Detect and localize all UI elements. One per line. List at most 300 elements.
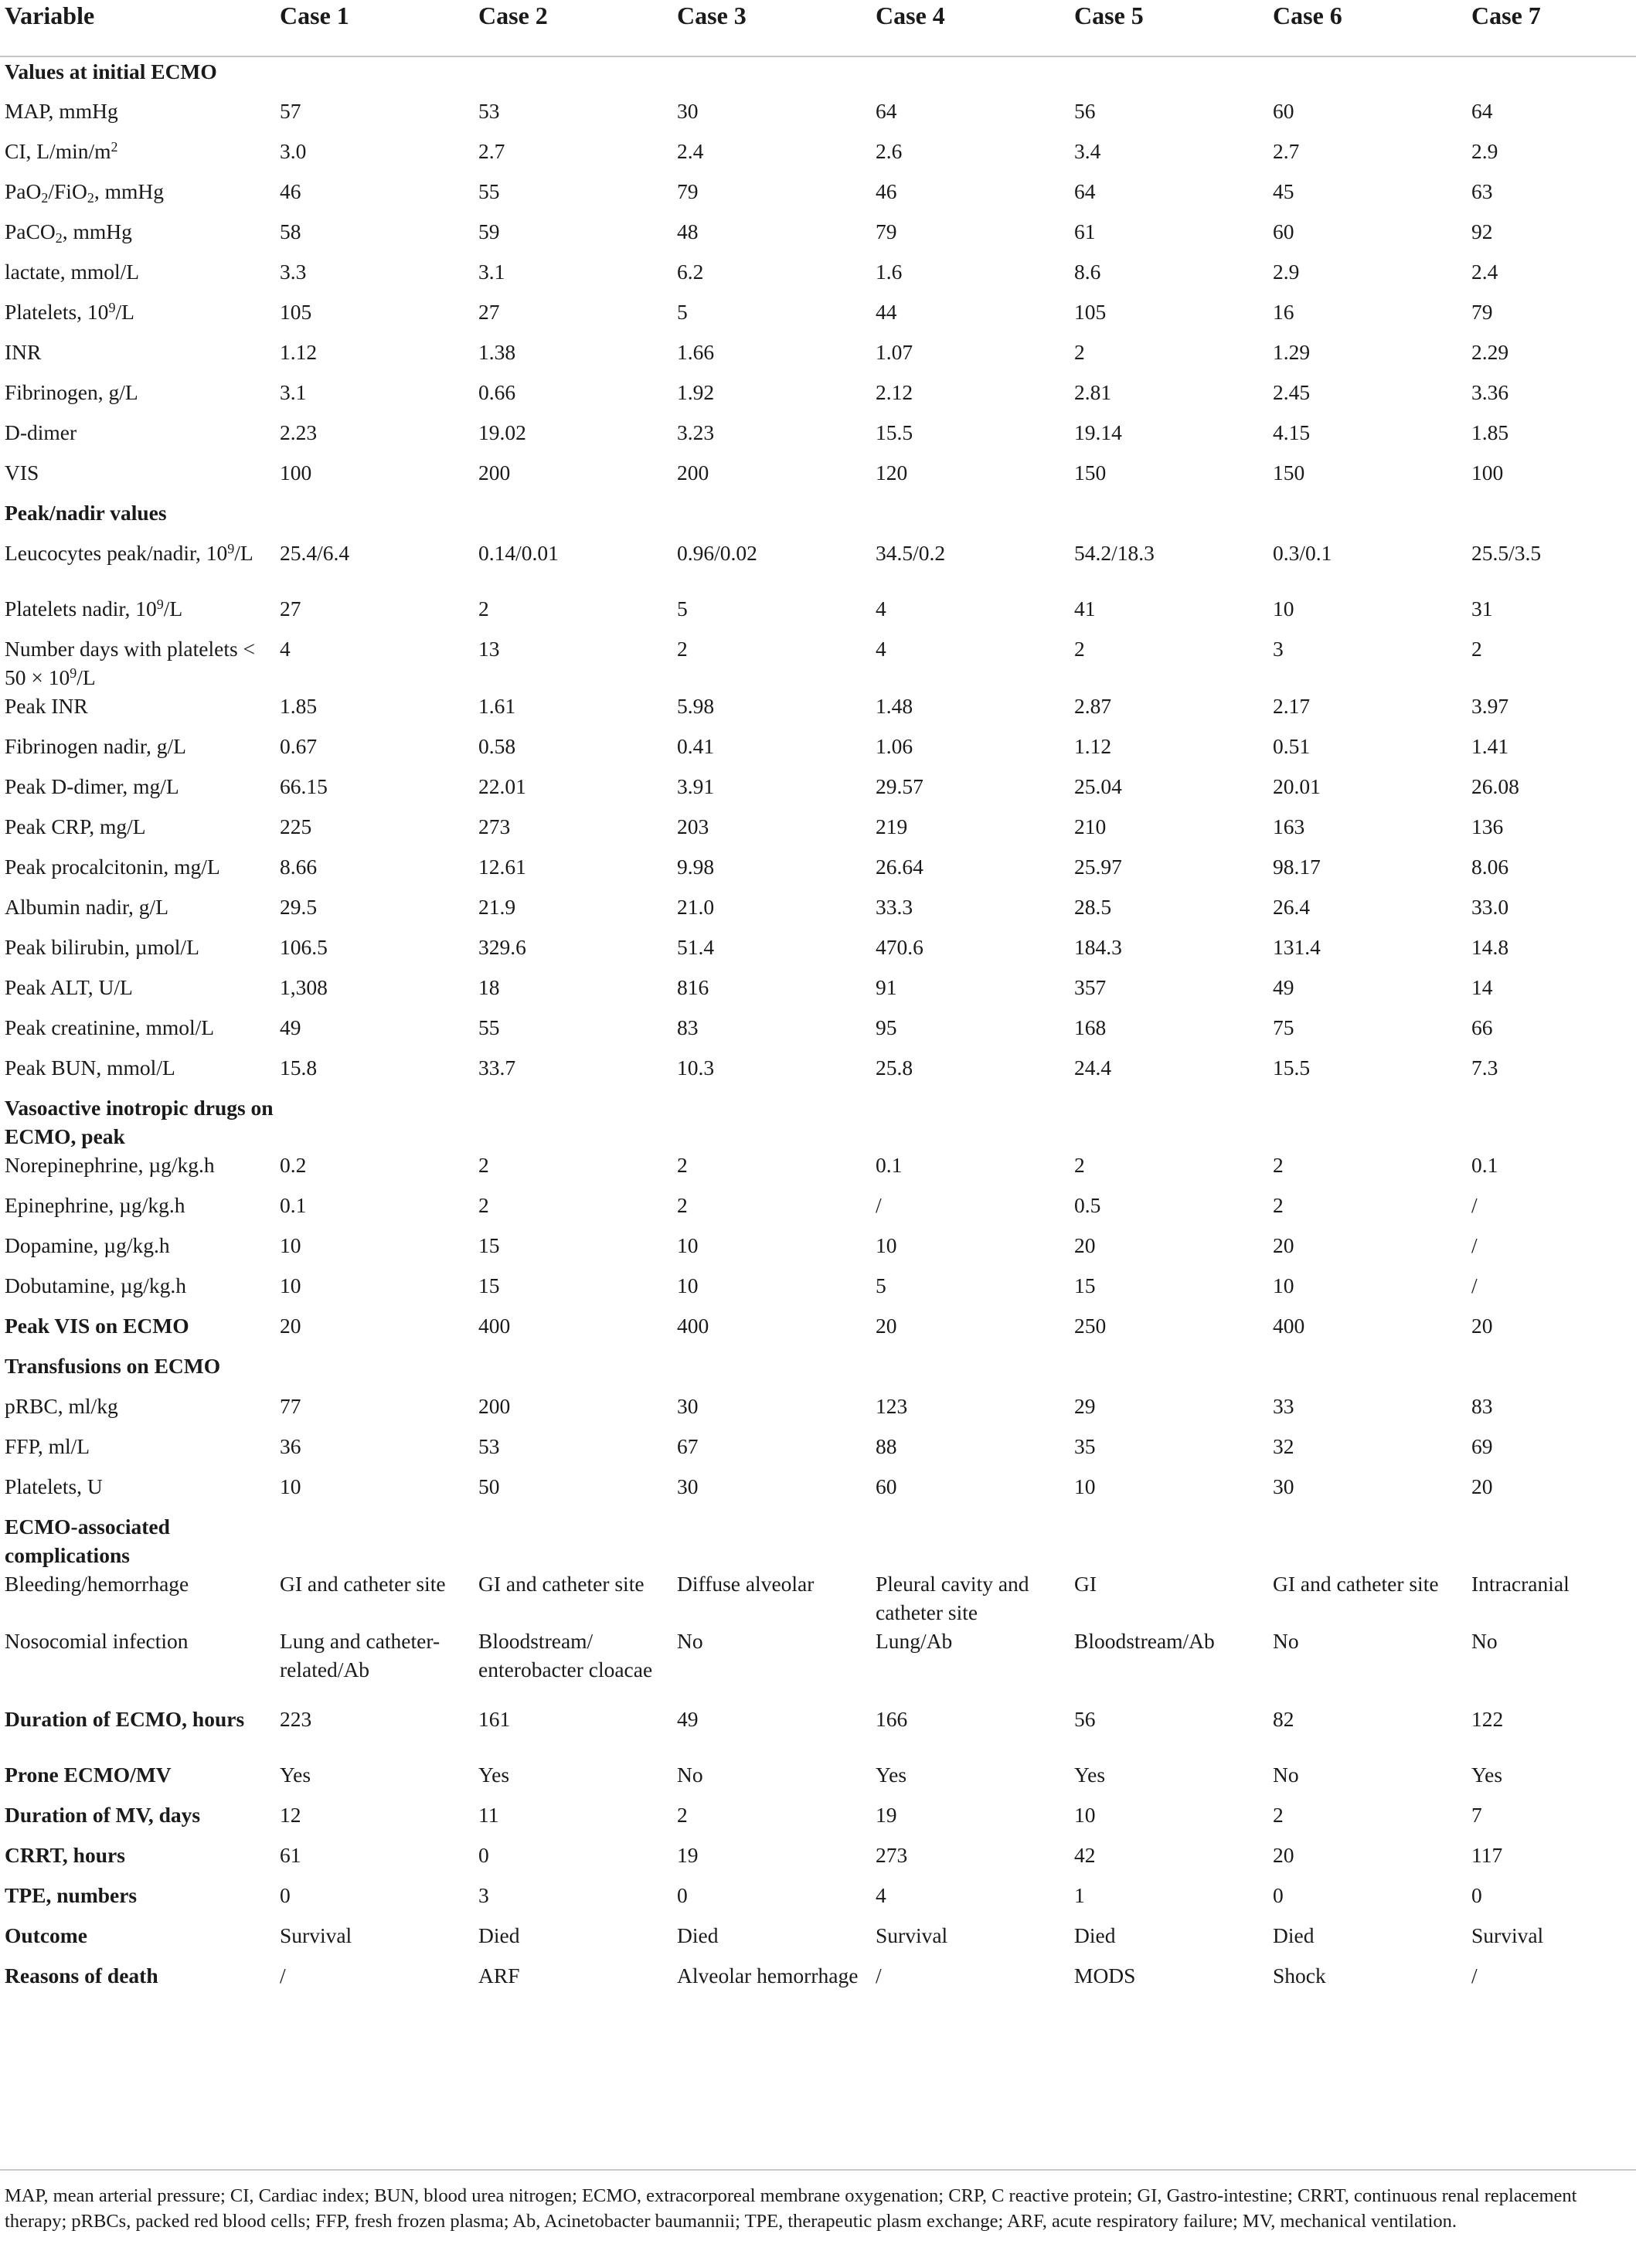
cell-case-1: GI and catheter site	[280, 1572, 446, 1596]
cell-case-3: No	[677, 1629, 703, 1653]
cell-case-6: 26.4	[1273, 895, 1311, 919]
cell-case-2: 400	[478, 1314, 511, 1338]
cell-case-4: 10	[876, 1233, 897, 1257]
cell-case-3: 0.96/0.02	[677, 541, 757, 565]
empty-cell	[1273, 1352, 1471, 1392]
cell-case-6: 2	[1273, 1803, 1284, 1827]
cell-case-3: 10.3	[677, 1056, 715, 1080]
cell-case-4: 5	[876, 1273, 886, 1297]
cell-case-7: 83	[1471, 1394, 1493, 1418]
empty-cell	[1273, 1512, 1471, 1569]
table-row-peak-bun-mmol-l	[0, 1053, 1636, 1093]
cell-case-2: 0.66	[478, 380, 516, 404]
cell-case-7: 20	[1471, 1474, 1493, 1498]
variable-label: Nosocomial infection	[5, 1629, 189, 1653]
empty-cell	[1471, 1352, 1636, 1392]
cell-case-7: Intracranial	[1471, 1572, 1570, 1596]
cell-case-1: 58	[280, 219, 301, 243]
cell-case-2: 13	[478, 637, 500, 661]
header-case-2: Case 2	[478, 0, 677, 56]
empty-cell	[876, 498, 1074, 539]
cell-case-6: 60	[1273, 99, 1294, 123]
cell-case-1: 100	[280, 461, 312, 485]
cell-case-5: 1	[1074, 1883, 1085, 1907]
variable-label: TPE, numbers	[5, 1883, 138, 1907]
empty-cell	[1471, 1093, 1636, 1151]
cell-case-4: Yes	[876, 1763, 907, 1787]
cell-case-5: GI	[1074, 1572, 1097, 1596]
cell-case-7: 79	[1471, 300, 1493, 324]
table-row-bleeding-hemorrhage	[0, 1569, 1636, 1627]
cell-case-5: 184.3	[1074, 935, 1122, 959]
cell-case-2: GI and catheter site	[478, 1572, 645, 1596]
empty-cell	[876, 1093, 1074, 1151]
section-heading: Peak/nadir values	[5, 501, 167, 525]
variable-label: Peak bilirubin, µmol/L	[5, 935, 199, 959]
cell-case-1: 0	[280, 1883, 291, 1907]
variable-label: MAP, mmHg	[5, 99, 118, 123]
cell-case-6: No	[1273, 1629, 1299, 1653]
cell-case-6: 82	[1273, 1707, 1294, 1731]
cell-case-5: 28.5	[1074, 895, 1112, 919]
table-row-duration-of-ecmo-hours	[0, 1705, 1636, 1760]
cell-case-3: 6.2	[677, 260, 704, 284]
cell-case-4: 60	[876, 1474, 897, 1498]
cell-case-2: 1.61	[478, 694, 516, 718]
cell-case-2: Yes	[478, 1763, 510, 1787]
cell-case-1: 225	[280, 814, 312, 838]
cell-case-4: 95	[876, 1015, 897, 1039]
cell-case-5: MODS	[1074, 1964, 1136, 1987]
table-header	[0, 0, 1636, 56]
cell-case-6: 10	[1273, 1273, 1294, 1297]
cell-case-7: 31	[1471, 597, 1493, 621]
cell-case-6: Shock	[1273, 1964, 1326, 1987]
cell-case-2: 273	[478, 814, 511, 838]
cell-case-3: 51.4	[677, 935, 715, 959]
cell-case-2: 21.9	[478, 895, 516, 919]
cell-case-1: 1.85	[280, 694, 318, 718]
empty-cell	[1273, 56, 1471, 97]
cell-case-4: 219	[876, 814, 908, 838]
cell-case-6: 10	[1273, 597, 1294, 621]
cell-case-5: 42	[1074, 1843, 1096, 1867]
cell-case-7: No	[1471, 1629, 1498, 1653]
cell-case-2: 3.1	[478, 260, 505, 284]
table-row-dopamine-g-kg-h	[0, 1231, 1636, 1271]
variable-label: VIS	[5, 461, 39, 485]
cell-case-6: 15.5	[1273, 1056, 1311, 1080]
variable-label: Peak CRP, mg/L	[5, 814, 146, 838]
cell-case-7: 69	[1471, 1434, 1493, 1458]
table-row-ci-l-min-m2	[0, 137, 1636, 177]
cell-case-6: 131.4	[1273, 935, 1321, 959]
cell-case-7: 0.1	[1471, 1153, 1498, 1177]
cell-case-7: 14.8	[1471, 935, 1509, 959]
table-row-fibrinogen-g-l	[0, 378, 1636, 418]
header-case-6: Case 6	[1273, 0, 1471, 56]
cell-case-2: 53	[478, 1434, 500, 1458]
cell-case-7: /	[1471, 1273, 1478, 1297]
cell-case-3: 10	[677, 1273, 699, 1297]
cell-case-1: 1,308	[280, 975, 328, 999]
cell-case-1: 10	[280, 1474, 301, 1498]
cell-case-1: 46	[280, 179, 301, 203]
cell-case-4: 123	[876, 1394, 908, 1418]
cell-case-3: 0.41	[677, 734, 715, 758]
cell-case-3: 2	[677, 637, 688, 661]
cell-case-2: 55	[478, 1015, 500, 1039]
cell-case-3: 5.98	[677, 694, 715, 718]
cell-case-1: 10	[280, 1273, 301, 1297]
cell-case-2: 2	[478, 597, 489, 621]
cell-case-2: 3	[478, 1883, 489, 1907]
empty-cell	[1471, 1512, 1636, 1569]
cell-case-5: 20	[1074, 1233, 1096, 1257]
empty-cell	[1273, 498, 1471, 539]
cell-case-5: Died	[1074, 1923, 1116, 1947]
cell-case-5: 2	[1074, 1153, 1085, 1177]
empty-cell	[1074, 1093, 1273, 1151]
cell-case-5: 56	[1074, 1707, 1096, 1731]
cell-case-3: 2	[677, 1803, 688, 1827]
cell-case-5: 54.2/18.3	[1074, 541, 1155, 565]
cell-case-5: 2	[1074, 637, 1085, 661]
cell-case-2: 0.14/0.01	[478, 541, 559, 565]
empty-cell	[1273, 1093, 1471, 1151]
cell-case-1: 66.15	[280, 774, 328, 798]
cell-case-5: Bloodstream/Ab	[1074, 1629, 1215, 1653]
cell-case-4: 79	[876, 219, 897, 243]
cell-case-1: 36	[280, 1434, 301, 1458]
cell-case-6: GI and catheter site	[1273, 1572, 1439, 1596]
variable-label: Fibrinogen nadir, g/L	[5, 734, 186, 758]
cell-case-3: 2	[677, 1153, 688, 1177]
section-row-ecmo-associated-complications	[0, 1512, 1636, 1569]
header-case-3: Case 3	[677, 0, 876, 56]
cell-case-7: 8.06	[1471, 855, 1509, 879]
cell-case-3: No	[677, 1763, 703, 1787]
cell-case-1: 3.0	[280, 139, 307, 163]
cell-case-1: 27	[280, 597, 301, 621]
empty-cell	[1074, 1512, 1273, 1569]
cell-case-5: Yes	[1074, 1763, 1106, 1787]
cell-case-3: 3.23	[677, 420, 715, 444]
cell-case-4: 88	[876, 1434, 897, 1458]
cell-case-1: Survival	[280, 1923, 352, 1947]
cell-case-3: 1.66	[677, 340, 715, 364]
cell-case-3: 1.92	[677, 380, 715, 404]
cell-case-2: 18	[478, 975, 500, 999]
variable-label: Leucocytes peak/nadir, $10^9/L$	[5, 541, 253, 565]
cell-case-1: 57	[280, 99, 301, 123]
cell-case-6: 20	[1273, 1843, 1294, 1867]
cell-case-6: Died	[1273, 1923, 1315, 1947]
cell-case-1: 3.3	[280, 260, 307, 284]
cell-case-3: 200	[677, 461, 709, 485]
cell-case-1: 10	[280, 1233, 301, 1257]
cell-case-4: 29.57	[876, 774, 923, 798]
cell-case-4: 470.6	[876, 935, 923, 959]
cell-case-2: 200	[478, 461, 511, 485]
cell-case-7: 1.85	[1471, 420, 1509, 444]
table-row-peak-alt-u-l	[0, 973, 1636, 1013]
table-row-leucocytes-peak-nadir-109-l	[0, 539, 1636, 594]
cell-case-2: 2	[478, 1193, 489, 1217]
table-row-outcome	[0, 1921, 1636, 1961]
cell-case-4: 19	[876, 1803, 897, 1827]
cell-case-3: 49	[677, 1707, 699, 1731]
section-heading: Vasoactive inotropic drugs on ECMO, peak	[5, 1096, 274, 1148]
table-row-d-dimer	[0, 418, 1636, 458]
cell-case-6: 30	[1273, 1474, 1294, 1498]
cell-case-6: 32	[1273, 1434, 1294, 1458]
cell-case-4: 46	[876, 179, 897, 203]
table-row-paco2-mmhg	[0, 217, 1636, 257]
cell-case-5: 35	[1074, 1434, 1096, 1458]
cell-case-2: 19.02	[478, 420, 526, 444]
table-row-duration-of-mv-days	[0, 1800, 1636, 1841]
empty-cell	[280, 498, 478, 539]
empty-cell	[478, 1352, 677, 1392]
table-row-peak-creatinine-mmol-l	[0, 1013, 1636, 1053]
cell-case-1: 8.66	[280, 855, 318, 879]
header-variable: Variable	[0, 0, 280, 56]
empty-cell	[280, 1512, 478, 1569]
cell-case-6: 0	[1273, 1883, 1284, 1907]
variable-label: Prone ECMO/MV	[5, 1763, 172, 1787]
empty-cell	[1074, 56, 1273, 97]
cell-case-5: 25.97	[1074, 855, 1122, 879]
cell-case-2: 12.61	[478, 855, 526, 879]
cell-case-1: 77	[280, 1394, 301, 1418]
cell-case-3: 2	[677, 1193, 688, 1217]
cell-case-3: Died	[677, 1923, 719, 1947]
cell-case-5: 168	[1074, 1015, 1107, 1039]
cell-case-4: Lung/Ab	[876, 1629, 953, 1653]
cell-case-3: 19	[677, 1843, 699, 1867]
variable-label: Bleeding/hemorrhage	[5, 1572, 189, 1596]
cell-case-7: 2.9	[1471, 139, 1498, 163]
empty-cell	[677, 1352, 876, 1392]
cell-case-7: 14	[1471, 975, 1493, 999]
variable-label: Duration of ECMO, hours	[5, 1707, 245, 1731]
cell-case-2: 50	[478, 1474, 500, 1498]
variable-label: Dobutamine, µg/kg.h	[5, 1273, 187, 1297]
cell-case-7: 2.4	[1471, 260, 1498, 284]
cell-case-7: 122	[1471, 1707, 1504, 1731]
cell-case-4: 26.64	[876, 855, 923, 879]
table-row-number-days-with-platelets-lt-50-109-l	[0, 634, 1636, 692]
cell-case-3: 10	[677, 1233, 699, 1257]
table-body	[0, 56, 1636, 2017]
empty-cell	[1471, 56, 1636, 97]
table-row-peak-procalcitonin-mg-l	[0, 852, 1636, 893]
table-row-dobutamine-g-kg-h	[0, 1271, 1636, 1311]
cell-case-6: 2.9	[1273, 260, 1300, 284]
cell-case-7: 7	[1471, 1803, 1482, 1827]
empty-cell	[478, 1093, 677, 1151]
variable-label: Fibrinogen, g/L	[5, 380, 138, 404]
cell-case-5: 41	[1074, 597, 1096, 621]
empty-cell	[876, 1352, 1074, 1392]
cell-case-6: No	[1273, 1763, 1299, 1787]
cell-case-7: /	[1471, 1964, 1478, 1987]
cell-case-5: 1.12	[1074, 734, 1112, 758]
variable-label: Platelets nadir, $10^9/L$	[5, 597, 183, 621]
header-case-1: Case 1	[280, 0, 478, 56]
variable-label: Platelets, $10^9/L$	[5, 300, 134, 324]
variable-label: Outcome	[5, 1923, 87, 1947]
cell-case-6: 2.17	[1273, 694, 1311, 718]
variable-label: Number days with platelets < $50 \times 10^9/L$	[5, 637, 256, 689]
table-row-platelets-u	[0, 1472, 1636, 1512]
cell-case-4: 1.6	[876, 260, 903, 284]
cell-case-4: 1.48	[876, 694, 913, 718]
cell-case-3: 3.91	[677, 774, 715, 798]
variable-label: Peak VIS on ECMO	[5, 1314, 189, 1338]
cell-case-3: 5	[677, 597, 688, 621]
cell-case-6: 45	[1273, 179, 1294, 203]
cell-case-7: 2	[1471, 637, 1482, 661]
cell-case-1: 0.1	[280, 1193, 307, 1217]
variable-label: Peak ALT, U/L	[5, 975, 133, 999]
cell-case-2: 15	[478, 1273, 500, 1297]
cell-case-4: 4	[876, 597, 886, 621]
cell-case-4: 4	[876, 637, 886, 661]
cell-case-5: 150	[1074, 461, 1107, 485]
cell-case-4: 20	[876, 1314, 897, 1338]
variable-label: Peak procalcitonin, mg/L	[5, 855, 220, 879]
variable-label: Peak INR	[5, 694, 88, 718]
cell-case-5: 210	[1074, 814, 1107, 838]
cell-case-7: 0	[1471, 1883, 1482, 1907]
cell-case-3: 21.0	[677, 895, 715, 919]
cell-case-6: 98.17	[1273, 855, 1321, 879]
cell-case-7: 26.08	[1471, 774, 1519, 798]
variable-label: CRRT, hours	[5, 1843, 125, 1867]
table-row-platelets-nadir-109-l	[0, 594, 1636, 634]
empty-cell	[478, 56, 677, 97]
variable-label: FFP, ml/L	[5, 1434, 90, 1458]
empty-cell	[478, 498, 677, 539]
cell-case-4: 91	[876, 975, 897, 999]
cell-case-1: 3.1	[280, 380, 307, 404]
empty-cell	[677, 1093, 876, 1151]
cell-case-3: 2.4	[677, 139, 704, 163]
cell-case-7: /	[1471, 1193, 1478, 1217]
table-row-platelets-109-l	[0, 298, 1636, 338]
cell-case-7: 33.0	[1471, 895, 1509, 919]
cell-case-2: 55	[478, 179, 500, 203]
empty-cell	[1074, 1352, 1273, 1392]
table-row-map-mmhg	[0, 97, 1636, 137]
cell-case-4: 4	[876, 1883, 886, 1907]
variable-label: PaCO$_2$, mmHg	[5, 219, 132, 246]
cell-case-6: 2.7	[1273, 139, 1300, 163]
cell-case-4: 166	[876, 1707, 908, 1731]
cell-case-3: 83	[677, 1015, 699, 1039]
section-heading: ECMO-associated complications	[5, 1515, 170, 1567]
table-row-prone-ecmo-mv	[0, 1760, 1636, 1800]
cell-case-2: 161	[478, 1707, 511, 1731]
cell-case-5: 250	[1074, 1314, 1107, 1338]
table-row-norepinephrine-g-kg-h	[0, 1151, 1636, 1191]
cell-case-2: Died	[478, 1923, 520, 1947]
cell-case-2: 27	[478, 300, 500, 324]
cell-case-4: Pleural cavity and catheter site	[876, 1572, 1029, 1624]
table-row-prbc-ml-kg	[0, 1392, 1636, 1432]
variable-label: D-dimer	[5, 420, 77, 444]
cell-case-1: 25.4/6.4	[280, 541, 350, 565]
cell-case-3: 79	[677, 179, 699, 203]
table-row-epinephrine-g-kg-h	[0, 1191, 1636, 1231]
cell-case-4: Survival	[876, 1923, 948, 1947]
variable-label: lactate, mmol/L	[5, 260, 140, 284]
cell-case-2: ARF	[478, 1964, 520, 1987]
cell-case-4: 64	[876, 99, 897, 123]
cell-case-1: 49	[280, 1015, 301, 1039]
cell-case-6: 16	[1273, 300, 1294, 324]
cell-case-1: 105	[280, 300, 312, 324]
variable-label: Peak creatinine, mmol/L	[5, 1015, 215, 1039]
cell-case-3: 30	[677, 1394, 699, 1418]
cell-case-7: 64	[1471, 99, 1493, 123]
table-row-peak-d-dimer-mg-l	[0, 772, 1636, 812]
section-row-values-at-initial-ecmo	[0, 56, 1636, 97]
cell-case-1: 29.5	[280, 895, 318, 919]
cell-case-7: 100	[1471, 461, 1504, 485]
cell-case-5: 24.4	[1074, 1056, 1112, 1080]
cell-case-1: 106.5	[280, 935, 328, 959]
table-row-pao2-fio2-mmhg	[0, 177, 1636, 217]
variable-label: INR	[5, 340, 42, 364]
variable-label: Epinephrine, µg/kg.h	[5, 1193, 185, 1217]
cell-case-4: /	[876, 1193, 882, 1217]
cell-case-1: 223	[280, 1707, 312, 1731]
empty-cell	[876, 1512, 1074, 1569]
empty-cell	[876, 56, 1074, 97]
table-row-lactate-mmol-l	[0, 257, 1636, 298]
cell-case-4: 120	[876, 461, 908, 485]
cell-case-4: 1.06	[876, 734, 913, 758]
section-row-peak-nadir-values	[0, 498, 1636, 539]
cell-case-7: /	[1471, 1233, 1478, 1257]
cell-case-1: 61	[280, 1843, 301, 1867]
cell-case-5: 64	[1074, 179, 1096, 203]
cell-case-7: 25.5/3.5	[1471, 541, 1542, 565]
table-row-ffp-ml-l	[0, 1432, 1636, 1472]
cell-case-2: 53	[478, 99, 500, 123]
cell-case-5: 10	[1074, 1803, 1096, 1827]
cell-case-2: 0.58	[478, 734, 516, 758]
empty-cell	[280, 1352, 478, 1392]
empty-cell	[1471, 498, 1636, 539]
table-row-peak-bilirubin-mol-l	[0, 933, 1636, 973]
cell-case-5: 2.87	[1074, 694, 1112, 718]
cell-case-3: 816	[677, 975, 709, 999]
cell-case-6: 0.3/0.1	[1273, 541, 1332, 565]
cell-case-4: 15.5	[876, 420, 913, 444]
variable-label: Dopamine, µg/kg.h	[5, 1233, 170, 1257]
cell-case-7: 136	[1471, 814, 1504, 838]
cell-case-4: 0.1	[876, 1153, 903, 1177]
cell-case-7: 66	[1471, 1015, 1493, 1039]
cell-case-6: 2	[1273, 1153, 1284, 1177]
cell-case-6: 400	[1273, 1314, 1305, 1338]
cell-case-1: 2.23	[280, 420, 318, 444]
cell-case-5: 357	[1074, 975, 1107, 999]
